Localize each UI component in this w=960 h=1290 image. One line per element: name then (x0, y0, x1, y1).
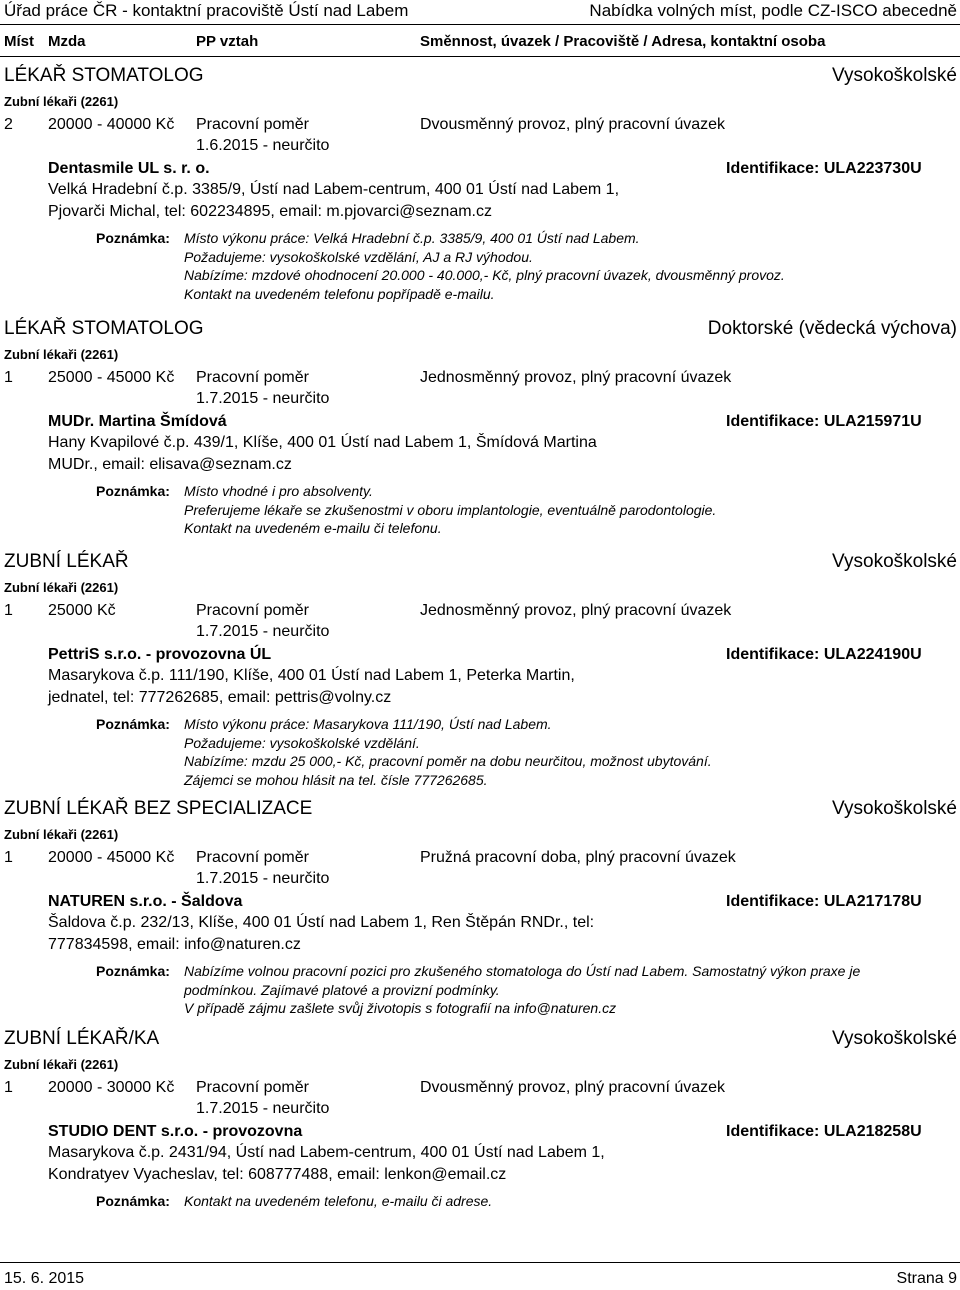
job-title: LÉKAŘ STOMATOLOG (4, 318, 204, 339)
education-level: Vysokoškolské (832, 65, 957, 86)
note-line: Nabízíme: mzdu 25 000,- Kč, pracovní poměr na dobu neurčitou, možnost ubytování. (184, 753, 712, 769)
contact-line: Pjovarči Michal, tel: 602234895, email: m.pjovarci@seznam.cz (48, 203, 492, 220)
employer-name: Dentasmile UL s. r. o. (48, 160, 210, 177)
note-label: Poznámka: (96, 963, 170, 979)
vacancy-count: 1 (4, 1079, 13, 1096)
address-line: Hany Kvapilové č.p. 439/1, Klíše, 400 01 Ústí nad Labem 1, Šmídová Martina (48, 434, 597, 451)
salary: 20000 - 45000 Kč (48, 849, 175, 866)
employer-name: MUDr. Martina Šmídová (48, 413, 227, 430)
employment-type: Pracovní poměr (196, 369, 309, 386)
employer-name: PettriS s.r.o. - provozovna ÚL (48, 646, 272, 663)
footer-date: 15. 6. 2015 (4, 1270, 85, 1287)
shift-and-workload: Jednosměnný provoz, plný pracovní úvazek (420, 369, 732, 386)
employment-type: Pracovní poměr (196, 602, 309, 619)
shift-and-workload: Pružná pracovní doba, plný pracovní úvazek (420, 849, 736, 866)
job-title: ZUBNÍ LÉKAŘ (4, 551, 129, 572)
employment-type: Pracovní poměr (196, 1079, 309, 1096)
note-line: Kontakt na uvedeném telefonu, e-mailu či adrese. (184, 1193, 493, 1209)
salary: 20000 - 40000 Kč (48, 116, 175, 133)
note-line: Nabízíme: mzdové ohodnocení 20.000 - 40.000,- Kč, plný pracovní úvazek, dvousměnný provoz. (184, 267, 785, 283)
date-range: 1.7.2015 - neurčito (196, 1100, 330, 1117)
column-header-smennost: Směnnost, úvazek / Pracoviště / Adresa, kontaktní osoba (420, 33, 826, 50)
note-label: Poznámka: (96, 230, 170, 246)
job-title: ZUBNÍ LÉKAŘ BEZ SPECIALIZACE (4, 798, 313, 819)
isco-category: Zubní lékaři (2261) (4, 580, 119, 595)
column-header-mist: Míst (4, 33, 34, 50)
note-label: Poznámka: (96, 483, 170, 499)
education-level: Doktorské (vědecká výchova) (707, 318, 957, 339)
employment-type: Pracovní poměr (196, 849, 309, 866)
identification-code: ULA217178U (823, 893, 922, 910)
identification-code: ULA218258U (823, 1123, 922, 1140)
salary: 20000 - 30000 Kč (48, 1079, 175, 1096)
date-range: 1.7.2015 - neurčito (196, 870, 330, 887)
identification (726, 646, 922, 664)
date-range: 1.6.2015 - neurčito (196, 137, 330, 154)
education-level: Vysokoškolské (832, 551, 957, 572)
contact-line: 777834598, email: info@naturen.cz (48, 936, 301, 953)
salary: 25000 - 45000 Kč (48, 369, 175, 386)
job-title: ZUBNÍ LÉKAŘ/KA (4, 1028, 160, 1049)
employer-name: STUDIO DENT s.r.o. - provozovna (48, 1123, 303, 1140)
identification (726, 160, 922, 178)
isco-category: Zubní lékaři (2261) (4, 347, 119, 362)
header-rule (0, 24, 960, 25)
header-office: Úřad práce ČR - kontaktní pracoviště Ústí nad Labem (4, 1, 409, 20)
column-header-pp-vztah: PP vztah (196, 33, 259, 50)
address-line: Šaldova č.p. 232/13, Klíše, 400 01 Ústí nad Labem 1, Ren Štěpán RNDr., tel: (48, 914, 595, 931)
column-header-mzda: Mzda (48, 33, 86, 50)
note-line: Místo vhodné i pro absolventy. (184, 483, 373, 499)
note-line: podmínkou. Zajímavé platové a provizní podmínky. (184, 981, 500, 998)
header-listing-title: Nabídka volných míst, podle CZ-ISCO abecedně (589, 1, 957, 20)
note-line: Zájemci se mohou hlásit na tel. čísle 777262685. (184, 771, 488, 788)
isco-category: Zubní lékaři (2261) (4, 94, 119, 109)
note-label: Poznámka: (96, 716, 170, 732)
note-label: Poznámka: (96, 1193, 170, 1209)
education-level: Vysokoškolské (832, 798, 957, 819)
note-line: Nabízíme volnou pracovní pozici pro zkušeného stomatologa do Ústí nad Labem. Samostatný výkon praxe je (184, 963, 861, 979)
identification-label: Identifikace: (726, 1123, 820, 1140)
identification-label: Identifikace: (726, 160, 820, 177)
note-line: Požadujeme: vysokoškolské vzdělání, AJ a RJ výhodou. (184, 248, 533, 265)
note-line: V případě zájmu zašlete svůj životopis s fotografií na info@naturen.cz (184, 1000, 617, 1016)
note-line: Místo výkonu práce: Masarykova 111/190, Ústí nad Labem. (184, 716, 552, 732)
identification-label: Identifikace: (726, 646, 820, 663)
identification (726, 1123, 922, 1141)
contact-line: MUDr., email: elisava@seznam.cz (48, 456, 292, 473)
vacancy-count: 2 (4, 116, 13, 133)
employment-type: Pracovní poměr (196, 116, 309, 133)
date-range: 1.7.2015 - neurčito (196, 623, 330, 640)
note-line: Kontakt na uvedeném telefonu popřípadě e-mailu. (184, 285, 495, 302)
date-range: 1.7.2015 - neurčito (196, 390, 330, 407)
identification-code: ULA215971U (823, 413, 922, 430)
employer-name: NATUREN s.r.o. - Šaldova (48, 893, 243, 910)
identification-code: ULA223730U (823, 160, 922, 177)
note-line: Požadujeme: vysokoškolské vzdělání. (184, 734, 420, 751)
isco-category: Zubní lékaři (2261) (4, 827, 119, 842)
note-line: Kontakt na uvedeném e-mailu či telefonu. (184, 520, 442, 536)
identification (726, 413, 922, 431)
column-header-rule (0, 56, 960, 57)
identification-label: Identifikace: (726, 893, 820, 910)
address-line: Velká Hradební č.p. 3385/9, Ústí nad Labem-centrum, 400 01 Ústí nad Labem 1, (48, 181, 620, 198)
shift-and-workload: Dvousměnný provoz, plný pracovní úvazek (420, 1079, 726, 1096)
vacancy-count: 1 (4, 602, 13, 619)
isco-category: Zubní lékaři (2261) (4, 1057, 119, 1072)
job-title: LÉKAŘ STOMATOLOG (4, 65, 204, 86)
footer-rule (0, 1262, 960, 1263)
footer-page-number: Strana 9 (896, 1270, 957, 1287)
contact-line: jednatel, tel: 777262685, email: pettris@volny.cz (48, 689, 392, 706)
address-line: Masarykova č.p. 111/190, Klíše, 400 01 Ústí nad Labem 1, Peterka Martin, (48, 667, 575, 684)
note-line: Preferujeme lékaře se zkušenostmi v oboru implantologie, eventuálně parodontologie. (184, 501, 717, 518)
shift-and-workload: Dvousměnný provoz, plný pracovní úvazek (420, 116, 726, 133)
vacancy-count: 1 (4, 849, 13, 866)
education-level: Vysokoškolské (832, 1028, 957, 1049)
vacancy-count: 1 (4, 369, 13, 386)
identification (726, 893, 922, 911)
salary: 25000 Kč (48, 602, 116, 619)
address-line: Masarykova č.p. 2431/94, Ústí nad Labem-centrum, 400 01 Ústí nad Labem 1, (48, 1144, 605, 1161)
shift-and-workload: Jednosměnný provoz, plný pracovní úvazek (420, 602, 732, 619)
contact-line: Kondratyev Vyacheslav, tel: 608777488, email: lenkon@email.cz (48, 1166, 507, 1183)
note-line: Místo výkonu práce: Velká Hradební č.p. 3385/9, 400 01 Ústí nad Labem. (184, 230, 640, 246)
identification-code: ULA224190U (823, 646, 922, 663)
identification-label: Identifikace: (726, 413, 820, 430)
